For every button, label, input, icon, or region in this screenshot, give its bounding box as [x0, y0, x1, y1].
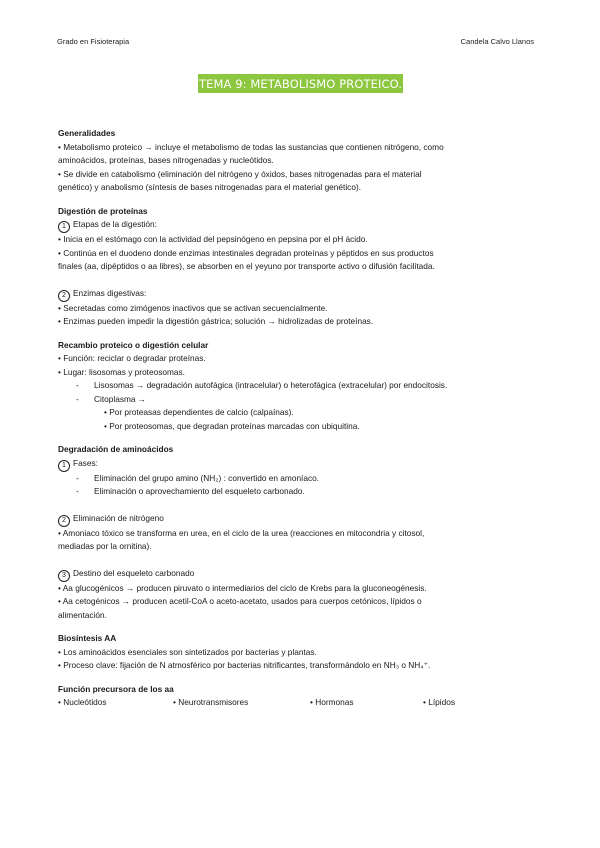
- text-line: genético) y anabolismo (síntesis de bases nitrogenadas para el material genético).: [58, 182, 362, 192]
- number-badge: 2: [58, 515, 70, 527]
- text-line: • Aa glucogénicos → producen piruvato o intermediarios del ciclo de Krebs para la gluconeogénesis.: [58, 582, 427, 593]
- dash-marker: -: [76, 380, 79, 390]
- subheading: [58, 512, 544, 527]
- text-line: • Función: reciclar o degradar proteínas.: [58, 353, 206, 363]
- dash-marker: -: [76, 393, 79, 404]
- text-line: alimentación.: [58, 609, 107, 620]
- section-heading: Recambio proteico o digestión celular: [58, 339, 209, 350]
- text-line: finales (aa, dipéptidos o aa libres), se absorben en el yeyuno por transporte activo o difusión facilitada.: [58, 261, 435, 271]
- text-line: • Inicia en el estómago con la actividad del pepsinógeno en pepsina por el pH ácido.: [58, 234, 368, 244]
- text-line: • Enzimas pueden impedir la digestión gástrica; solución → hidrolizadas de proteínas.: [58, 316, 374, 326]
- section-digestion: [58, 205, 544, 329]
- subheading: [58, 287, 544, 302]
- list-item: • Lípidos: [423, 697, 455, 707]
- precursor-list: [58, 696, 544, 710]
- section-heading: Degradación de aminoácidos: [58, 444, 174, 454]
- header-author: Candela Calvo Llanos: [460, 37, 534, 46]
- text-line: • Proceso clave: fijación de N atmosférico por bacterias nitrificantes, transformándolo en NH₃ o NH₄⁺.: [58, 660, 431, 670]
- text-line: aminoácidos, proteínas, bases nitrogenadas y nucleótidos.: [58, 155, 274, 165]
- header-course: Grado en Fisioterapia: [57, 37, 130, 46]
- list-item: • Nucleótidos: [58, 697, 107, 707]
- subheading-text: Destino del esqueleto carbonado: [73, 567, 195, 578]
- section-recambio: [58, 339, 544, 434]
- dash-text: Citoplasma →: [94, 393, 147, 404]
- dash-marker: -: [76, 472, 79, 483]
- subheading-text: Fases:: [73, 457, 98, 468]
- document-body: [58, 127, 544, 720]
- text-line: • Aa cetogénicos → producen acetil-CoA o aceto-acetato, usados para cuerpos cetónicos, lípidos o: [58, 596, 422, 606]
- number-badge: 1: [58, 221, 70, 233]
- text-line: • Lugar: lisosomas y proteosomas.: [58, 366, 185, 377]
- text-line: • Los aminoácidos esenciales son sintetizados por bacterias y plantas.: [58, 646, 317, 657]
- number-badge: 3: [58, 570, 70, 582]
- dash-item: [58, 485, 544, 499]
- dash-item: [58, 472, 544, 486]
- subheading: [58, 218, 544, 233]
- text-line: • Continúa en el duodeno donde enzimas intestinales degradan proteínas y péptidos en sus productos: [58, 247, 434, 258]
- section-heading: Digestión de proteínas: [58, 205, 148, 216]
- dash-item: [58, 379, 544, 393]
- text-line: mediadas por la ornitina).: [58, 541, 152, 551]
- subheading-text: Eliminación de nitrógeno: [73, 512, 164, 523]
- section-heading: Función precursora de los aa: [58, 683, 174, 694]
- section-heading: Biosíntesis AA: [58, 633, 117, 643]
- subheading: [58, 567, 544, 582]
- section-degradacion: [58, 443, 544, 622]
- section-biosintesis: [58, 632, 544, 673]
- dash-item: [58, 393, 544, 407]
- text-line: • Secretadas como zimógenos inactivos que se activan secuencialmente.: [58, 302, 328, 313]
- text-line: • Por proteosomas, que degradan proteínas marcadas con ubiquitina.: [104, 420, 360, 431]
- subheading: [58, 457, 544, 472]
- text-line: • Amoniaco tóxico se transforma en urea, en el ciclo de la urea (reacciones en mitocondria y citosol,: [58, 527, 425, 538]
- list-item: • Hormonas: [310, 697, 354, 707]
- number-badge: 1: [58, 460, 70, 472]
- subheading-text: Enzimas digestivas:: [73, 287, 147, 298]
- section-heading: Generalidades: [58, 128, 116, 138]
- section-generalidades: [58, 127, 544, 195]
- subheading-text: Etapas de la digestión:: [73, 219, 157, 229]
- dash-marker: -: [76, 486, 79, 496]
- dash-text: Lisosomas → degradación autofágica (intracelular) o heterofágica (extracelular) por endocitosis.: [94, 380, 448, 390]
- text-line: • Se divide en catabolismo (eliminación del nitrógeno y óxidos, bases nitrogenadas para el material: [58, 168, 422, 179]
- dash-text: Eliminación o aprovechamiento del esqueleto carbonado.: [94, 486, 305, 496]
- text-line: • Por proteasas dependientes de calcio (calpaínas).: [104, 407, 294, 417]
- number-badge: 2: [58, 290, 70, 302]
- section-funcion: [58, 683, 544, 710]
- text-line: • Metabolismo proteico → incluye el metabolismo de todas las sustancias que contienen nitrógeno, como: [58, 141, 444, 152]
- list-item: • Neurotransmisores: [173, 697, 249, 707]
- dash-text: Eliminación del grupo amino (NH₂) : convertido en amoníaco.: [94, 472, 320, 483]
- page-title: TEMA 9: METABOLISMO PROTEICO.: [198, 74, 403, 93]
